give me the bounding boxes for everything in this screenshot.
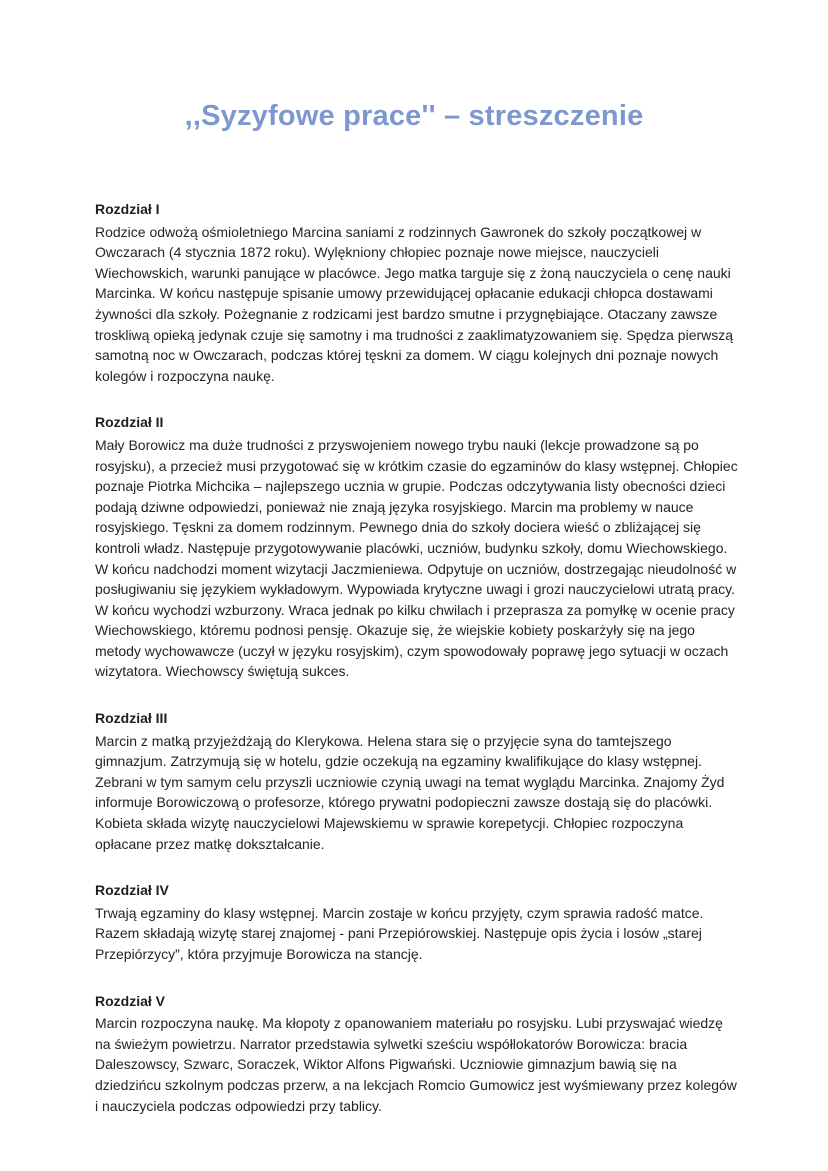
chapter-heading: Rozdział III [95,710,168,727]
chapter-section [95,199,740,386]
chapter-heading: Rozdział II [95,414,164,431]
chapter-body-text: Marcin z matką przyjeżdżają do Klerykowa. Helena stara się o przyjęcie syna do tamtejszego gimnazjum. Zatrzymują się w hotelu, gdzie oczekują na egzaminy kwalifikujące do klasy wstępnej. Zebrani w tym samym celu przyszli uczniowie czynią uwagi na temat wyglądu Marcinka. Znajomy Żyd informuje Borowiczową o profesorze, którego prywatni podopieczni zawsze dostają się do placówki. Kobieta składa wizytę nauczycielowi Majewskiemu w sprawie korepetycji. Chłopiec rozpoczyna opłacane przez matkę dokształcanie. [95,732,725,852]
chapter-heading: Rozdział V [95,992,166,1009]
document-body [95,199,740,1116]
chapter-heading: Rozdział I [95,201,160,217]
chapter-body-text: Trwają egzaminy do klasy wstępnej. Marcin zostaje w końcu przyjęty, czym sprawia radość matce. Razem składają wizytę starej znajomej - pani Przepiórowskiej. Następuje opis życia i losów „starej Przepiórzycy”, która przyjmuje Borowicza na stancję. [95,904,704,962]
chapter-body-text: Marcin rozpoczyna naukę. Ma kłopoty z opanowaniem materiału po rosyjsku. Lubi przyswajać wiedzę na świeżym powietrzu. Narrator przedstawia sylwetki sześciu współlokatorów Borowicza: bracia Daleszowscy, Szwarc, Soraczek, Wiktor Alfons Pigwański. Uczniowie gimnazjum bawią się na dziedzińcu szkolnym podczas przerw, a na lekcjach Romcio Gumowicz jest wyśmiewany przez kolegów i nauczyciela podczas odpowiedzi przy tablicy. [95,1015,737,1114]
chapter-section [95,708,740,854]
chapter-section [95,880,740,964]
chapter-section [95,412,740,682]
chapter-body-text: Rodzice odwożą ośmioletniego Marcina saniami z rodzinnych Gawronek do szkoły początkowej w Owczarach (4 stycznia 1872 roku). Wylękniony chłopiec poznaje nowe miejsce, nauczycieli Wiechowskich, warunki panujące w placówce. Jego matka targuje się z żoną nauczyciela o cenę nauki Marcinka. W końcu następuje spisanie umowy przewidującej opłacanie edukacji chłopca dostawami żywności dla szkoły. Pożegnanie z rodzicami jest bardzo smutne i przygnębiające. Otaczany zawsze troskliwą opieką jedynak czuje się samotny i ma trudności z zaaklimatyzowaniem się. Spędza pierwszą samotną noc w Owczarach, podczas której tęskni za domem. W ciągu kolejnych dni poznaje nowych kolegów i rozpoczyna naukę. [95,223,734,384]
chapter-section [95,991,740,1117]
chapter-heading: Rozdział IV [95,882,169,899]
document-title: ,,Syzyfowe prace'' – streszczenie [184,100,644,132]
chapter-body-text: Mały Borowicz ma duże trudności z przyswojeniem nowego trybu nauki (lekcje prowadzone są po rosyjsku), a przecież musi przygotować się w krótkim czasie do egzaminów do klasy wstępnej. Chłopiec poznaje Piotrka Michcika – najlepszego ucznia w grupie. Podczas odczytywania listy obecności dzieci podają dziwne odpowiedzi, ponieważ nie znają języka rosyjskiego. Marcin ma problemy w nauce rosyjskiego. Tęskni za domem rodzinnym. Pewnego dnia do szkoły dociera wieść o zbliżającej się kontroli władz. Następuje przygotowywanie placówki, uczniów, budynku szkoły, domu Wiechowskiego. W końcu nadchodzi moment wizytacji Jaczmieniewa. Odpytuje on uczniów, dostrzegając nieudolność w posługiwaniu się językiem wykładowym. Wypowiada krytyczne uwagi i grozi nauczycielowi utratą pracy. W końcu wychodzi wzburzony. Wraca jednak po kilku chwilach i przeprasza za pomyłkę w ocenie pracy Wiechowskiego, któremu podnosi pensję. Okazuje się, że wiejskie kobiety poskarżyły się na jego metody wychowawcze (uczył w języku rosyjskim), czym spowodowały poprawę jego sytuacji w oczach wizytatora. Wiechowscy świętują sukces. [95,436,738,680]
